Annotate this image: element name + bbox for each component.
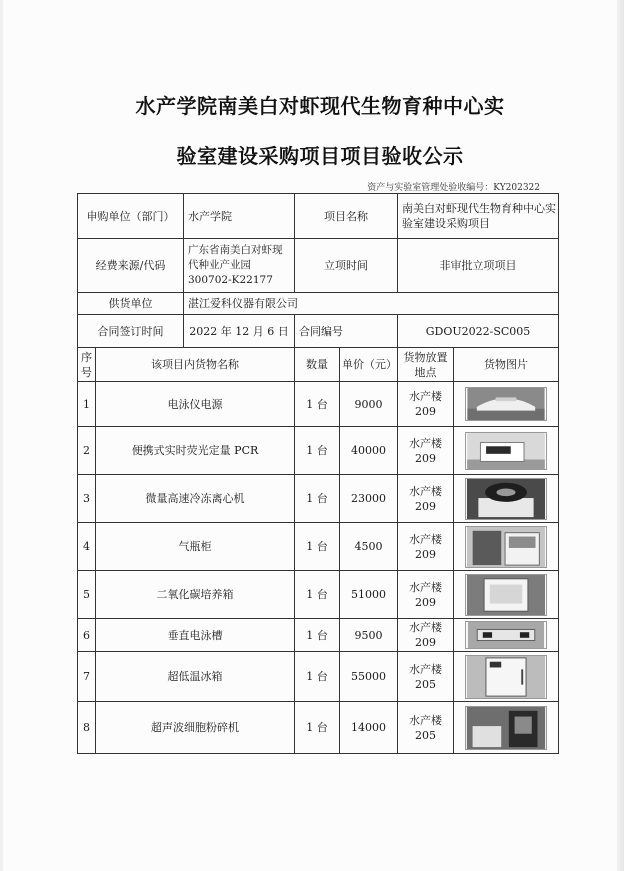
item-location: 水产楼 209	[398, 382, 454, 427]
table-row	[78, 427, 559, 475]
item-name: 二氧化碳培养箱	[96, 571, 295, 619]
co2-incubator-photo	[465, 574, 547, 616]
item-name: 垂直电泳槽	[96, 619, 295, 652]
item-no: 6	[78, 619, 96, 652]
col-qty-header: 数量	[295, 348, 340, 382]
item-location: 水产楼 205	[398, 652, 454, 702]
item-photo-cell	[454, 652, 559, 702]
info-row-supplier	[78, 293, 559, 315]
item-qty: 1 台	[295, 619, 340, 652]
item-price: 23000	[340, 475, 398, 523]
info-row-fund	[78, 239, 559, 293]
item-location: 水产楼 209	[398, 571, 454, 619]
col-index-header: 序号	[78, 348, 96, 382]
item-no: 7	[78, 652, 96, 702]
table-row	[78, 702, 559, 754]
item-photo-cell	[454, 619, 559, 652]
item-location: 水产楼 209	[398, 475, 454, 523]
col-photo-header: 货物图片	[454, 348, 559, 382]
electrophoresis-power-photo	[465, 387, 547, 421]
fund-label: 经费来源/代码	[78, 239, 184, 293]
item-name: 超低温冰箱	[96, 652, 295, 702]
table-row	[78, 523, 559, 571]
info-row-applicant	[78, 194, 559, 239]
item-name: 电泳仪电源	[96, 382, 295, 427]
pcr-device-photo	[465, 432, 547, 470]
table-row	[78, 652, 559, 702]
item-price: 55000	[340, 652, 398, 702]
item-photo-cell	[454, 475, 559, 523]
ultrasonic-cell-disruptor-photo	[465, 706, 547, 750]
item-location: 水产楼 209	[398, 427, 454, 475]
item-price: 14000	[340, 702, 398, 754]
vertical-electrophoresis-tank-photo	[465, 621, 547, 649]
applicant-label: 申购单位（部门）	[78, 194, 184, 239]
ultra-low-freezer-photo	[465, 655, 547, 699]
item-location: 水产楼 205	[398, 702, 454, 754]
item-qty: 1 台	[295, 571, 340, 619]
contract-date-label: 合同签订时间	[78, 315, 184, 348]
item-location: 水产楼 209	[398, 523, 454, 571]
page-edge-right	[617, 0, 624, 871]
item-price: 9500	[340, 619, 398, 652]
item-qty: 1 台	[295, 523, 340, 571]
item-photo-cell	[454, 382, 559, 427]
centrifuge-photo	[465, 478, 547, 520]
contract-no-value: GDOU2022-SC005	[398, 315, 559, 348]
col-location-header: 货物放置地点	[398, 348, 454, 382]
item-photo-cell	[454, 702, 559, 754]
acceptance-number: 资产与实验室管理处验收编号：KY202322	[367, 183, 540, 193]
applicant-value: 水产学院	[184, 194, 295, 239]
item-no: 3	[78, 475, 96, 523]
item-qty: 1 台	[295, 382, 340, 427]
item-qty: 1 台	[295, 652, 340, 702]
column-header-row	[78, 348, 559, 382]
item-no: 4	[78, 523, 96, 571]
item-photo-cell	[454, 523, 559, 571]
col-name-header: 该项目内货物名称	[96, 348, 295, 382]
approval-time-label: 立项时间	[295, 239, 398, 293]
item-no: 8	[78, 702, 96, 754]
approval-time-value: 非审批立项项目	[398, 239, 559, 293]
item-no: 1	[78, 382, 96, 427]
table-row	[78, 619, 559, 652]
item-photo-cell	[454, 427, 559, 475]
contract-no-label: 合同编号	[295, 315, 398, 348]
item-qty: 1 台	[295, 427, 340, 475]
item-location: 水产楼 209	[398, 619, 454, 652]
item-price: 9000	[340, 382, 398, 427]
project-name-label: 项目名称	[295, 194, 398, 239]
document-title-line1: 水产学院南美白对虾现代生物育种中心实	[135, 94, 505, 118]
item-price: 4500	[340, 523, 398, 571]
table-row	[78, 571, 559, 619]
contract-date-value: 2022 年 12 月 6 日	[184, 315, 295, 348]
gas-cylinder-cabinet-photo	[465, 526, 547, 568]
item-name: 微量高速冷冻离心机	[96, 475, 295, 523]
item-photo-cell	[454, 571, 559, 619]
item-name: 气瓶柜	[96, 523, 295, 571]
document-title-line2: 验室建设采购项目项目验收公示	[176, 144, 464, 168]
acceptance-table	[77, 193, 559, 754]
item-qty: 1 台	[295, 702, 340, 754]
item-name: 便携式实时荧光定量 PCR	[96, 427, 295, 475]
col-price-header: 单价（元）	[340, 348, 398, 382]
table-row	[78, 382, 559, 427]
item-price: 51000	[340, 571, 398, 619]
item-name: 超声波细胞粉碎机	[96, 702, 295, 754]
project-name-value: 南美白对虾现代生物育种中心实验室建设采购项目	[398, 194, 559, 239]
item-no: 5	[78, 571, 96, 619]
page-edge-left	[0, 0, 3, 871]
table-row	[78, 475, 559, 523]
supplier-label: 供货单位	[78, 293, 184, 315]
item-no: 2	[78, 427, 96, 475]
fund-value: 广东省南美白对虾现代种业产业园300702-K22177	[184, 239, 295, 293]
item-qty: 1 台	[295, 475, 340, 523]
info-row-contract	[78, 315, 559, 348]
supplier-value: 湛江爱科仪器有限公司	[184, 293, 559, 315]
item-price: 40000	[340, 427, 398, 475]
